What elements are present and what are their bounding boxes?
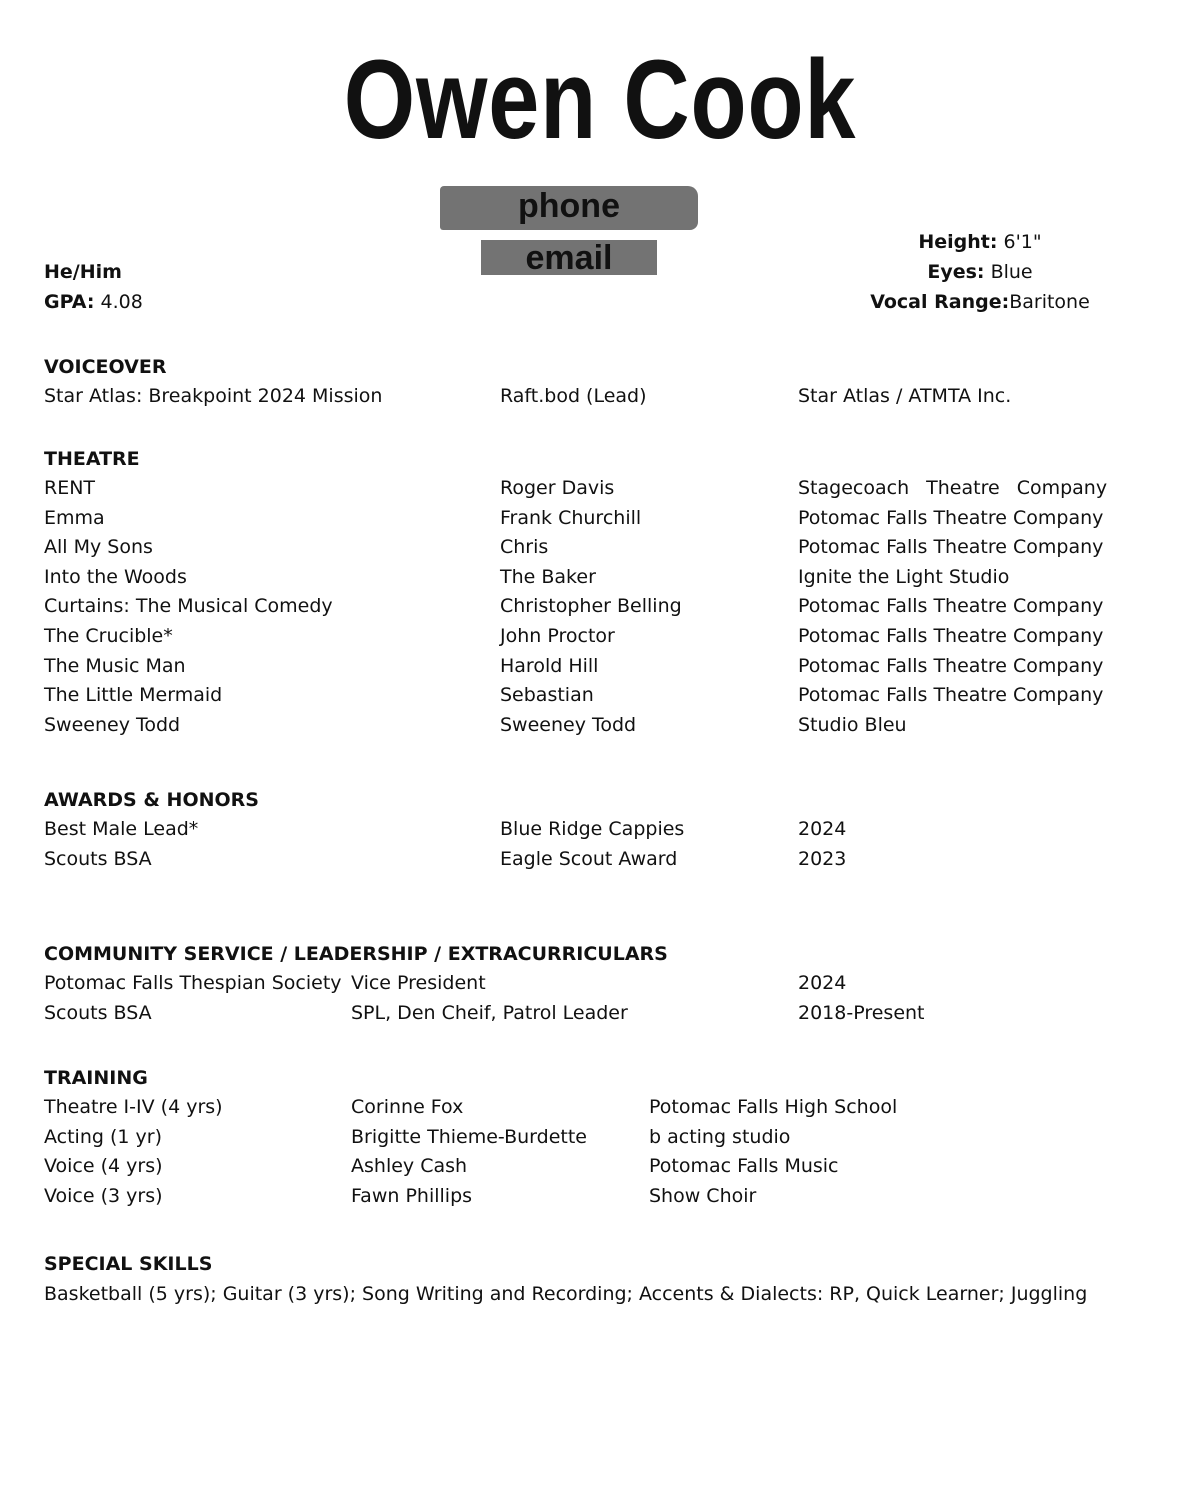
role: The Baker <box>500 565 596 588</box>
table-row <box>44 622 1164 652</box>
table-row <box>44 1152 1164 1182</box>
show: Emma <box>44 506 105 529</box>
training-section <box>44 1063 1164 1211</box>
table-row <box>44 845 1164 875</box>
section-title: VOICEOVER <box>44 356 167 378</box>
company: Potomac Falls Theatre Company <box>798 506 1104 529</box>
community-position: Vice President <box>351 972 486 994</box>
show: Into the Woods <box>44 565 187 588</box>
teacher: Corinne Fox <box>351 1096 464 1118</box>
table-row <box>44 652 1164 682</box>
role: Raft.bod (Lead) <box>500 385 647 407</box>
gpa-line <box>44 287 143 317</box>
show: All My Sons <box>44 536 153 559</box>
place: Potomac Falls Music <box>649 1155 839 1178</box>
community-org: Scouts BSA <box>44 1001 152 1024</box>
section-title: SPECIAL SKILLS <box>44 1253 213 1275</box>
place: Show Choir <box>649 1184 757 1207</box>
show: Curtains: The Musical Comedy <box>44 595 333 618</box>
personal-info-left <box>44 257 143 317</box>
teacher: Ashley Cash <box>351 1155 468 1178</box>
company: Potomac Falls Theatre Company <box>798 654 1104 677</box>
community-section <box>44 939 1164 1028</box>
award: Best Male Lead* <box>44 818 199 840</box>
table-row <box>44 999 1164 1029</box>
award-org: Eagle Scout Award <box>500 847 678 870</box>
awards-section <box>44 785 1164 874</box>
course: Theatre I-IV (4 yrs) <box>44 1096 223 1118</box>
table-row <box>44 711 1164 741</box>
resume-name: Owen Cook <box>343 37 857 162</box>
show: The Little Mermaid <box>44 684 223 707</box>
table-row <box>44 1123 1164 1153</box>
table-row <box>44 563 1164 593</box>
height-label: Height: <box>918 231 998 253</box>
place: Potomac Falls High School <box>649 1096 898 1118</box>
company: Potomac Falls Theatre Company <box>798 536 1104 559</box>
vocal-value: Baritone <box>1009 291 1090 313</box>
project: Star Atlas: Breakpoint 2024 Mission <box>44 385 383 407</box>
section-title: TRAINING <box>44 1067 148 1089</box>
show: The Music Man <box>44 654 186 677</box>
section-title: AWARDS & HONORS <box>44 789 259 811</box>
vocal-line <box>870 287 1090 317</box>
redacted-email: email <box>481 240 657 275</box>
eyes-label: Eyes: <box>927 261 985 283</box>
height-value: 6'1" <box>1003 231 1042 253</box>
company: Potomac Falls Theatre Company <box>798 624 1104 647</box>
place: b acting studio <box>649 1125 791 1148</box>
role: Roger Davis <box>500 477 615 499</box>
company: Ignite the Light Studio <box>798 565 1010 588</box>
teacher: Fawn Phillips <box>351 1184 473 1207</box>
award-org: Blue Ridge Cappies <box>500 818 685 840</box>
gpa-value: 4.08 <box>100 291 143 313</box>
award: Scouts BSA <box>44 847 152 870</box>
table-row <box>44 504 1164 534</box>
company: Star Atlas / ATMTA Inc. <box>798 385 1012 407</box>
community-position: SPL, Den Cheif, Patrol Leader <box>351 1001 628 1024</box>
table-row <box>44 1182 1164 1212</box>
show: RENT <box>44 477 96 499</box>
skills-text: Basketball (5 yrs); Guitar (3 yrs); Song Writing and Recording; Accents & Dialects: RP, Quick Learner; Juggling <box>44 1283 1088 1305</box>
physical-info-right <box>870 227 1090 317</box>
theatre-section <box>44 444 1164 740</box>
role: Harold Hill <box>500 654 599 677</box>
show: Sweeney Todd <box>44 713 181 736</box>
company: Potomac Falls Theatre Company <box>798 595 1104 618</box>
table-row <box>44 1093 1164 1123</box>
role: Sweeney Todd <box>500 713 637 736</box>
award-year: 2023 <box>798 847 847 870</box>
course: Voice (3 yrs) <box>44 1184 163 1207</box>
teacher: Brigitte Thieme-Burdette <box>351 1125 587 1148</box>
community-years: 2024 <box>798 972 847 994</box>
role: Christopher Belling <box>500 595 682 618</box>
eyes-line <box>870 257 1090 287</box>
table-row <box>44 681 1164 711</box>
pronouns: He/Him <box>44 261 122 283</box>
section-title: THEATRE <box>44 448 140 470</box>
community-years: 2018-Present <box>798 1001 925 1024</box>
company: Stagecoach Theatre Company <box>798 477 1108 499</box>
table-row <box>44 969 1164 999</box>
course: Voice (4 yrs) <box>44 1155 163 1178</box>
table-row <box>44 815 1164 845</box>
company: Studio Bleu <box>798 713 907 736</box>
skills-section <box>44 1249 1164 1309</box>
award-year: 2024 <box>798 818 847 840</box>
role: John Proctor <box>500 624 615 647</box>
table-row <box>44 533 1164 563</box>
role: Frank Churchill <box>500 506 642 529</box>
community-org: Potomac Falls Thespian Society <box>44 972 342 994</box>
table-row <box>44 382 1164 412</box>
table-row <box>44 592 1164 622</box>
height-line <box>870 227 1090 257</box>
table-row <box>44 474 1164 504</box>
company: Potomac Falls Theatre Company <box>798 684 1104 707</box>
section-title: COMMUNITY SERVICE / LEADERSHIP / EXTRACURRICULARS <box>44 943 668 965</box>
redacted-phone: phone <box>440 186 698 230</box>
voiceover-section <box>44 352 1164 412</box>
role: Sebastian <box>500 684 594 707</box>
gpa-label: GPA: <box>44 291 95 313</box>
show: The Crucible* <box>44 624 173 647</box>
eyes-value: Blue <box>990 261 1033 283</box>
vocal-label: Vocal Range: <box>870 291 1010 313</box>
course: Acting (1 yr) <box>44 1125 162 1148</box>
role: Chris <box>500 536 549 559</box>
